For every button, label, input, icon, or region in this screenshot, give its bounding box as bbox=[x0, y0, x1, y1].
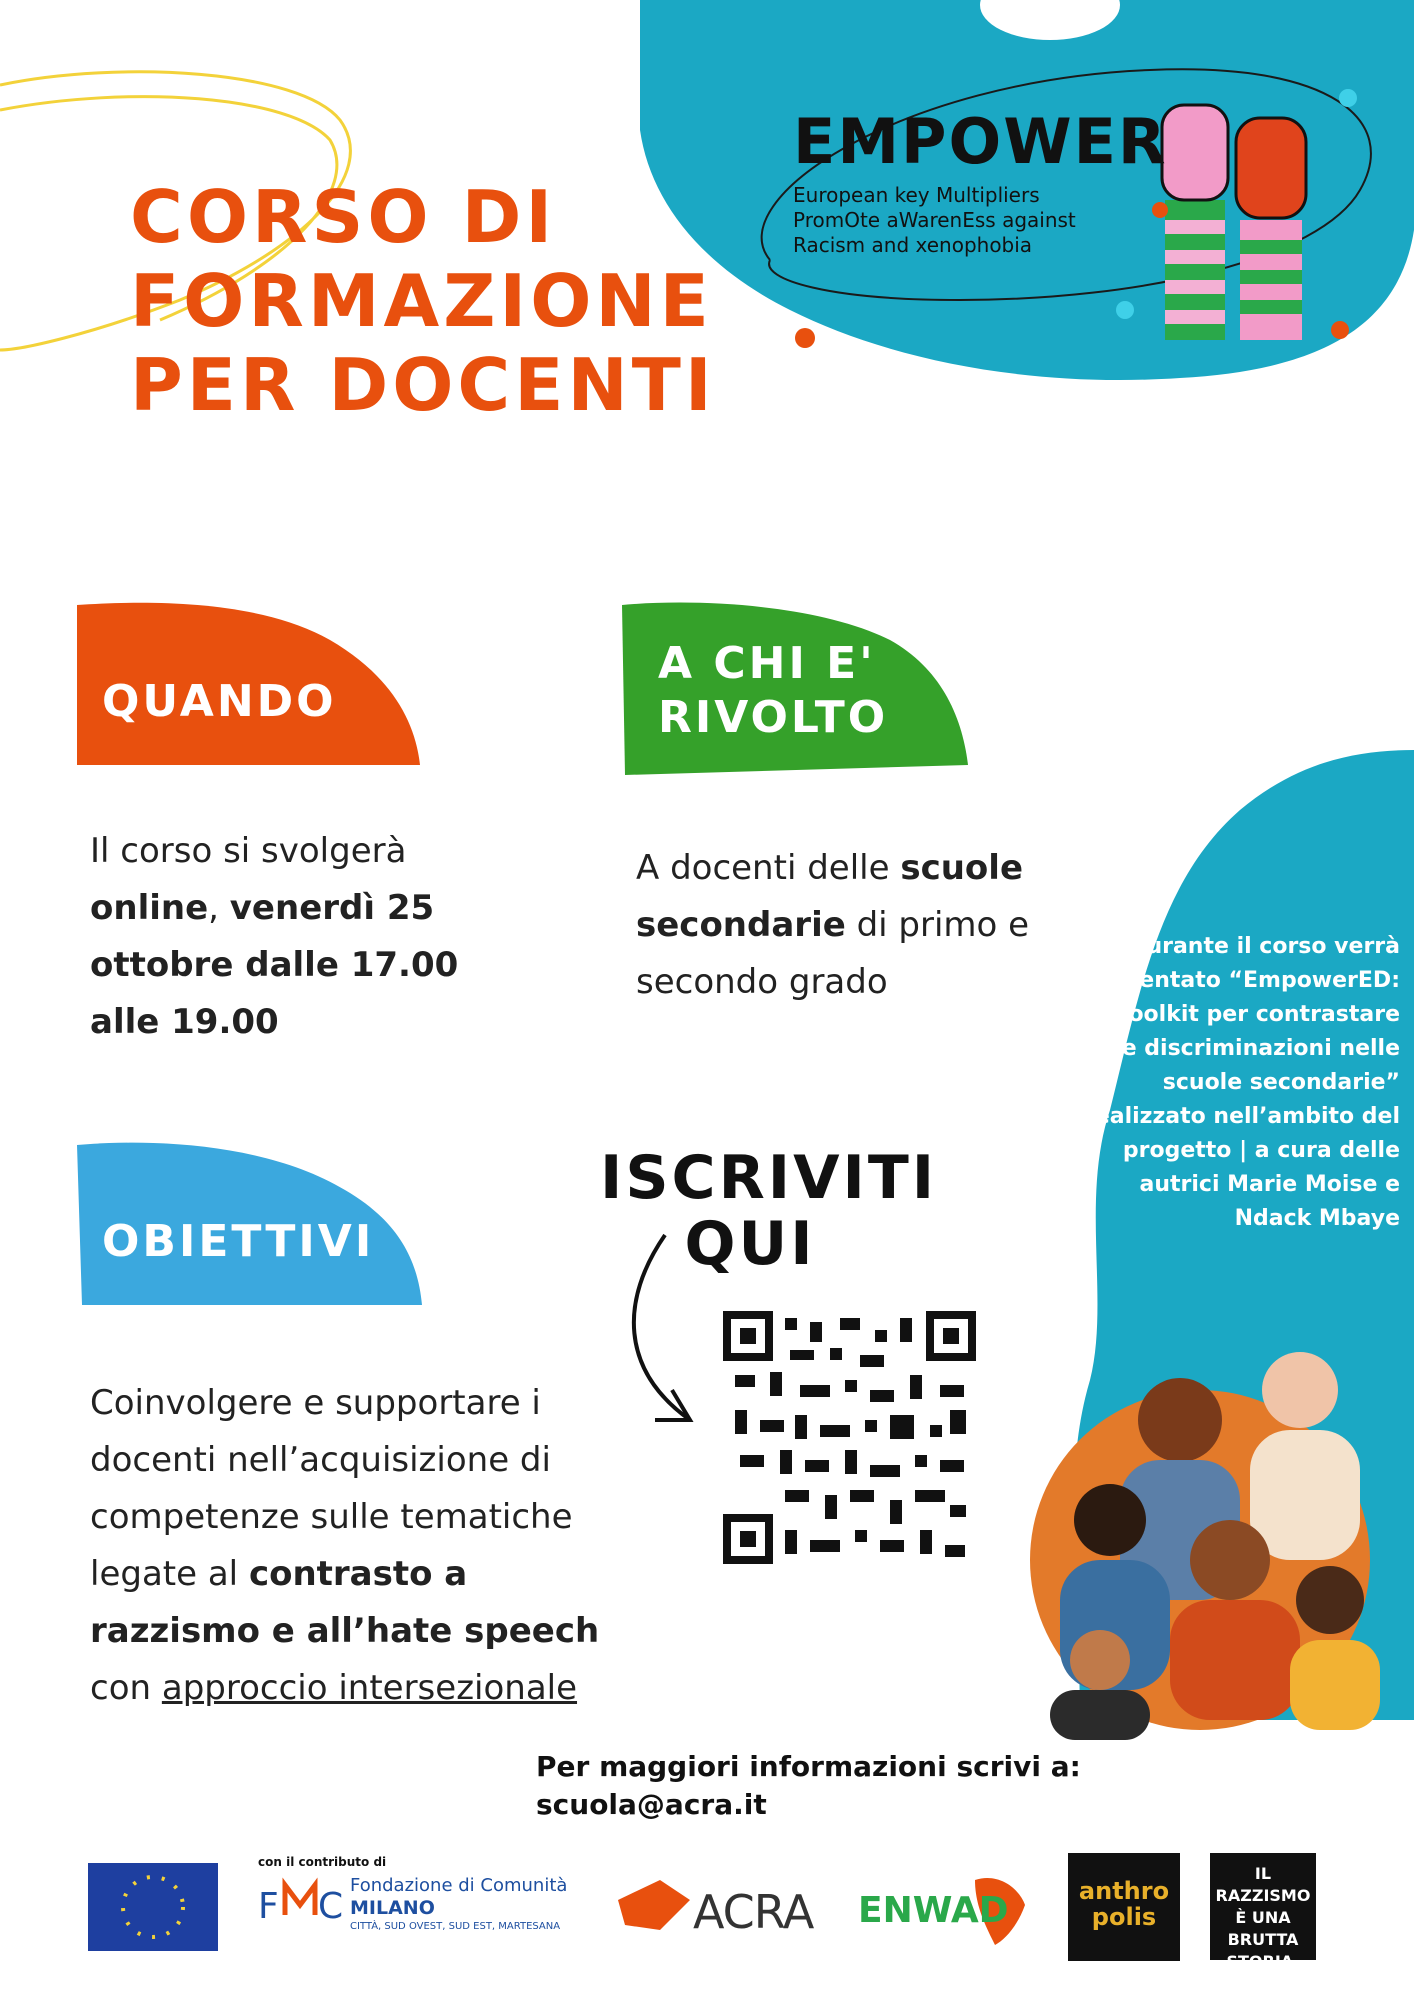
razzismo-logo bbox=[1210, 1853, 1316, 1971]
signup-line: QUI bbox=[684, 1209, 816, 1279]
svg-text:F: F bbox=[258, 1886, 279, 1927]
eu-flag-icon bbox=[88, 1863, 218, 1951]
quando-label: QUANDO bbox=[102, 676, 337, 727]
rivolto-text-part: di primo e secondo grado bbox=[636, 905, 1030, 1002]
anthropolis-line: polis bbox=[1091, 1903, 1157, 1931]
empower-logo-title: EMPOWER bbox=[793, 105, 1168, 178]
empower-subtitle-line: European key Multipliers bbox=[793, 183, 1040, 207]
acra-logo-icon bbox=[618, 1880, 690, 1930]
signup-line: ISCRIVITI bbox=[600, 1143, 938, 1213]
fcm-city: MILANO bbox=[350, 1897, 435, 1919]
obiettivi-text-part: Coinvolgere e supportare i docenti nell’acquisizione di competenze sulle tematiche legate al bbox=[90, 1383, 573, 1594]
signup-heading bbox=[600, 1143, 938, 1279]
fcm-logo-icon bbox=[258, 1885, 343, 1927]
rivolto-label-line: A CHI E' bbox=[658, 638, 876, 689]
rivolto-text-bold: scuole secondarie bbox=[636, 848, 1023, 945]
quando-text-bold: online bbox=[90, 888, 209, 928]
rivolto-label-line: RIVOLTO bbox=[658, 692, 889, 743]
page-title bbox=[130, 175, 750, 427]
quando-text bbox=[90, 823, 520, 1051]
razzismo-text: IL RAZZISMO È UNA BRUTTA STORIA. bbox=[1215, 1864, 1311, 1971]
contact-email[interactable]: scuola@acra.it bbox=[536, 1788, 767, 1821]
acra-logo: ACRA bbox=[693, 1885, 814, 1939]
empower-subtitle-line: PromOte aWarenEss against bbox=[793, 208, 1076, 232]
people-illustration bbox=[1030, 1352, 1380, 1740]
quando-text-part: Il corso si svolgerà bbox=[90, 831, 407, 871]
obiettivi-label: OBIETTIVI bbox=[102, 1216, 375, 1267]
qr-code-icon bbox=[727, 1315, 972, 1560]
title-line: PER DOCENTI bbox=[130, 343, 716, 427]
obiettivi-text-part: con bbox=[90, 1668, 152, 1708]
title-line: FORMAZIONE bbox=[130, 259, 713, 343]
title-line: CORSO DI bbox=[130, 175, 557, 259]
empower-subtitle-line: Racism and xenophobia bbox=[793, 233, 1033, 257]
anthropolis-line: anthro bbox=[1078, 1877, 1170, 1905]
quando-text-bold: venerdì 25 ottobre dalle 17.00 alle 19.00 bbox=[90, 888, 459, 1042]
fcm-name: Fondazione di Comunità bbox=[350, 1875, 568, 1896]
contribution-label: con il contributo di bbox=[258, 1855, 387, 1869]
rivolto-label bbox=[658, 637, 888, 745]
rivolto-text bbox=[636, 840, 1056, 1011]
quando-text-part: , bbox=[208, 888, 219, 928]
obiettivi-text bbox=[90, 1375, 630, 1717]
enwad-logo: ENWAD bbox=[858, 1890, 1009, 1931]
rivolto-text-part: A docenti delle bbox=[636, 848, 890, 888]
svg-text:C: C bbox=[318, 1886, 344, 1927]
anthropolis-logo bbox=[1068, 1853, 1180, 1961]
fcm-subtitle: CITTÀ, SUD OVEST, SUD EST, MARTESANA bbox=[350, 1921, 561, 1932]
contact-line: Per maggiori informazioni scrivi a: bbox=[536, 1750, 1081, 1783]
empower-logo-subtitle bbox=[793, 183, 1076, 258]
anthropolis-text bbox=[1068, 1878, 1180, 1930]
obiettivi-text-underline: approccio intersezionale bbox=[161, 1668, 578, 1708]
contact-info bbox=[536, 1748, 1081, 1824]
side-note: Durante il corso verrà presentato “EmpowerED: un toolkit per contrastare le discriminazioni nelle scuole secondarie” realizzato nell’ambito del progetto | a cura delle autrici Marie Moise e Ndack Mbaye bbox=[1078, 934, 1400, 1231]
obiettivi-text-bold: contrasto a razzismo e all’hate speech bbox=[90, 1554, 600, 1651]
